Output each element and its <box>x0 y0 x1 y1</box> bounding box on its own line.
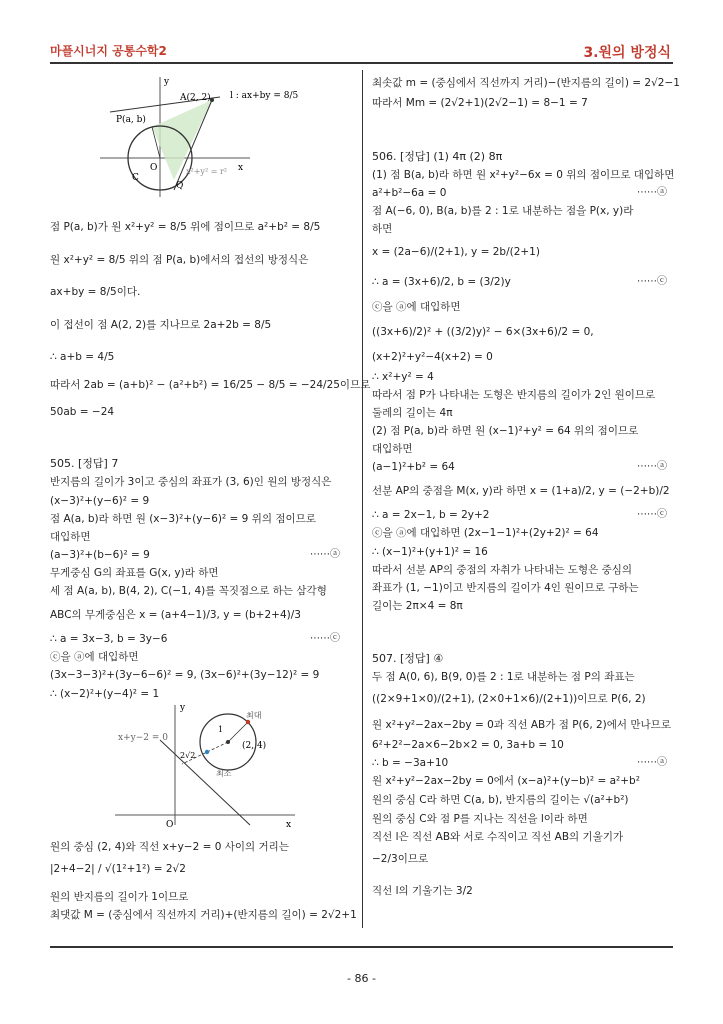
right-line-9: ∴ a = (3x+6)/2, b = (3/2)y <box>372 276 511 288</box>
right-line-14: 따라서 점 P가 나타내는 도형은 반지름의 길이가 2인 원이므로 <box>372 389 656 401</box>
left-line-2: 원 x²+y² = 8/5 위의 점 P(a, b)에서의 접선의 방정식은 <box>50 254 309 266</box>
column-divider <box>362 70 363 928</box>
fig2-min-label: 최소 <box>216 769 232 778</box>
left-line-10: (x−3)²+(y−6)² = 9 <box>50 495 150 507</box>
left-line-19: (3x−3−3)²+(3y−6−6)² = 9, (3x−6)²+(3y−12)² = 9 <box>50 669 320 681</box>
page-number: - 86 - <box>347 972 376 985</box>
fig1-q-label: Q <box>176 181 184 191</box>
right-tag-4: ⋯⋯ⓒ <box>637 509 667 520</box>
left-line-11: 점 A(a, b)라 하면 원 (x−3)²+(y−6)² = 9 위의 점이므로 <box>50 513 316 525</box>
right-line-16: (2) 점 P(a, b)라 하면 원 (x−1)²+y² = 64 위의 점이므로 <box>372 425 639 437</box>
right-line-17: 대입하면 <box>372 443 413 455</box>
left-line-4: 이 접선이 점 A(2, 2)를 지나므로 2a+2b = 8/5 <box>50 319 272 331</box>
fig2-y-label: y <box>180 703 186 713</box>
chapter-title: 3.원의 방정식 <box>583 45 671 61</box>
right-line-12: (x+2)²+y²−4(x+2) = 0 <box>372 351 493 363</box>
right-line-1: 최솟값 m = (중심에서 직선까지 거리)−(반지름의 길이) = 2√2−1 <box>372 77 680 89</box>
tangent-figure <box>90 72 310 202</box>
right-line-8: x = (2a−6)/(2+1), y = 2b/(2+1) <box>372 246 540 258</box>
right-line-15: 둘레의 길이는 4π <box>372 407 453 419</box>
right-line-18: (a−1)²+b² = 64 <box>372 461 455 473</box>
left-line-18: ⓒ을 ⓐ에 대입하면 <box>50 651 139 663</box>
right-line-10: ⓒ을 ⓐ에 대입하면 <box>372 301 461 313</box>
problem-507-answer: 507. [정답] ④ <box>372 652 444 665</box>
right-line-25: 길이는 2π×4 = 8π <box>372 600 463 612</box>
left-line-15: 세 점 A(a, b), B(4, 2), C(−1, 4)를 꼭짓점으로 하는 삼각형 <box>50 585 327 597</box>
fig1-x-label: x <box>238 163 244 173</box>
distance-figure <box>110 700 310 830</box>
right-line-4: (1) 점 B(a, b)라 하면 원 x²+y²−6x = 0 위의 점이므로 대입하면 <box>372 169 675 181</box>
left-line-20: ∴ (x−2)²+(y−4)² = 1 <box>50 688 160 700</box>
right-line-36: −2/3이므로 <box>372 853 429 865</box>
fig2-center-label: (2, 4) <box>242 741 267 751</box>
left-line-5: ∴ a+b = 4/5 <box>50 351 115 363</box>
left-tag-1: ⋯⋯ⓐ <box>310 549 340 560</box>
right-line-30: 6²+2²−2a×6−2b×2 = 0, 3a+b = 10 <box>372 739 564 751</box>
fig2-line-label: x+y−2 = 0 <box>118 733 168 743</box>
fig1-y-label: y <box>164 77 170 87</box>
header-rule <box>50 62 673 64</box>
right-tag-1: ⋯⋯ⓐ <box>637 187 667 198</box>
left-line-12: 대입하면 <box>50 531 91 543</box>
right-line-6: 점 A(−6, 0), B(a, b)를 2 : 1로 내분하는 점을 P(x, y)라 <box>372 205 634 217</box>
right-tag-5: ⋯⋯ⓐ <box>637 757 667 768</box>
right-line-35: 직선 l은 직선 AB와 서로 수직이고 직선 AB의 기울기가 <box>372 831 624 843</box>
left-line-3: ax+by = 8/5이다. <box>50 286 141 298</box>
fig2-max-label: 최대 <box>246 711 262 720</box>
fig1-p-label: P(a, b) <box>116 115 146 125</box>
right-line-28: ((2×9+1×0)/(2+1), (2×0+1×6)/(2+1))이므로 P(6, 2) <box>372 693 646 705</box>
right-line-2: 따라서 Mm = (2√2+1)(2√2−1) = 8−1 = 7 <box>372 97 588 109</box>
fig2-radius-label: 1 <box>218 725 224 734</box>
fig1-c-label: C <box>132 173 139 183</box>
left-line-21: 원의 중심 (2, 4)와 직선 x+y−2 = 0 사이의 거리는 <box>50 841 289 853</box>
right-line-31: ∴ b = −3a+10 <box>372 757 449 769</box>
left-line-17: ∴ a = 3x−3, b = 3y−6 <box>50 633 168 645</box>
left-line-23: 원의 반지름의 길이가 1이므로 <box>50 891 189 903</box>
fig2-dist-label: 2√2 <box>180 751 196 760</box>
right-line-20: ∴ a = 2x−1, b = 2y+2 <box>372 509 490 521</box>
problem-506-answer: 506. [정답] (1) 4π (2) 8π <box>372 150 503 163</box>
fig1-line-label: l : ax+by = 8/5 <box>230 91 299 101</box>
right-line-32: 원 x²+y²−2ax−2by = 0에서 (x−a)²+(y−b)² = a²+b² <box>372 775 640 787</box>
right-line-27: 두 점 A(0, 6), B(9, 0)를 2 : 1로 내분하는 점 P의 좌표는 <box>372 671 635 683</box>
left-line-13: (a−3)²+(b−6)² = 9 <box>50 549 150 561</box>
left-line-22: |2+4−2| / √(1²+1²) = 2√2 <box>50 863 186 875</box>
right-line-29: 원 x²+y²−2ax−2by = 0과 직선 AB가 점 P(6, 2)에서 만나므로 <box>372 719 671 731</box>
fig1-a-label: A(2, 2) <box>180 93 211 103</box>
right-line-37: 직선 l의 기울기는 3/2 <box>372 885 473 897</box>
right-line-11: ((3x+6)/2)² + ((3/2)y)² − 6×(3x+6)/2 = 0, <box>372 326 594 338</box>
fig2-origin-label: O <box>166 820 174 830</box>
left-line-9: 반지름의 길이가 3이고 중심의 좌표가 (3, 6)인 원의 방정식은 <box>50 476 332 488</box>
left-line-16: ABC의 무게중심은 x = (a+4−1)/3, y = (b+2+4)/3 <box>50 609 301 621</box>
left-line-6: 따라서 2ab = (a+b)² − (a²+b²) = 16/25 − 8/5 = −24/25이므로 <box>50 379 371 391</box>
right-line-21: ⓒ을 ⓐ에 대입하면 (2x−1−1)²+(2y+2)² = 64 <box>372 527 599 539</box>
right-tag-3: ⋯⋯ⓐ <box>637 461 667 472</box>
right-tag-2: ⋯⋯ⓒ <box>637 276 667 287</box>
left-tag-2: ⋯⋯ⓒ <box>310 633 340 644</box>
right-line-22: ∴ (x−1)²+(y+1)² = 16 <box>372 546 488 558</box>
footer-rule <box>50 946 673 948</box>
right-line-34: 원의 중심 C와 점 P를 지나는 직선을 l이라 하면 <box>372 813 588 825</box>
right-line-5: a²+b²−6a = 0 <box>372 187 447 199</box>
right-line-13: ∴ x²+y² = 4 <box>372 371 434 383</box>
right-line-23: 따라서 선분 AP의 중점의 자취가 나타내는 도형은 중심의 <box>372 564 633 576</box>
right-line-7: 하면 <box>372 223 393 235</box>
fig1-circle-label: x²+y² = r² <box>186 167 227 176</box>
left-line-24: 최댓값 M = (중심에서 직선까지 거리)+(반지름의 길이) = 2√2+1 <box>50 909 357 921</box>
fig2-x-label: x <box>286 820 292 830</box>
left-line-7: 50ab = −24 <box>50 406 115 418</box>
right-line-19: 선분 AP의 중점을 M(x, y)라 하면 x = (1+a)/2, y = (−2+b)/2 <box>372 485 670 497</box>
right-line-33: 원의 중심 C라 하면 C(a, b), 반지름의 길이는 √(a²+b²) <box>372 794 629 806</box>
problem-505-answer: 505. [정답] 7 <box>50 457 119 470</box>
fig1-origin-label: O <box>150 163 158 173</box>
left-line-1: 점 P(a, b)가 원 x²+y² = 8/5 위에 점이므로 a²+b² = 8/5 <box>50 221 321 233</box>
book-title: 마플시너지 공통수학2 <box>50 44 167 58</box>
left-line-14: 무게중심 G의 좌표를 G(x, y)라 하면 <box>50 567 219 579</box>
right-line-24: 좌표가 (1, −1)이고 반지름의 길이가 4인 원이므로 구하는 <box>372 582 639 594</box>
